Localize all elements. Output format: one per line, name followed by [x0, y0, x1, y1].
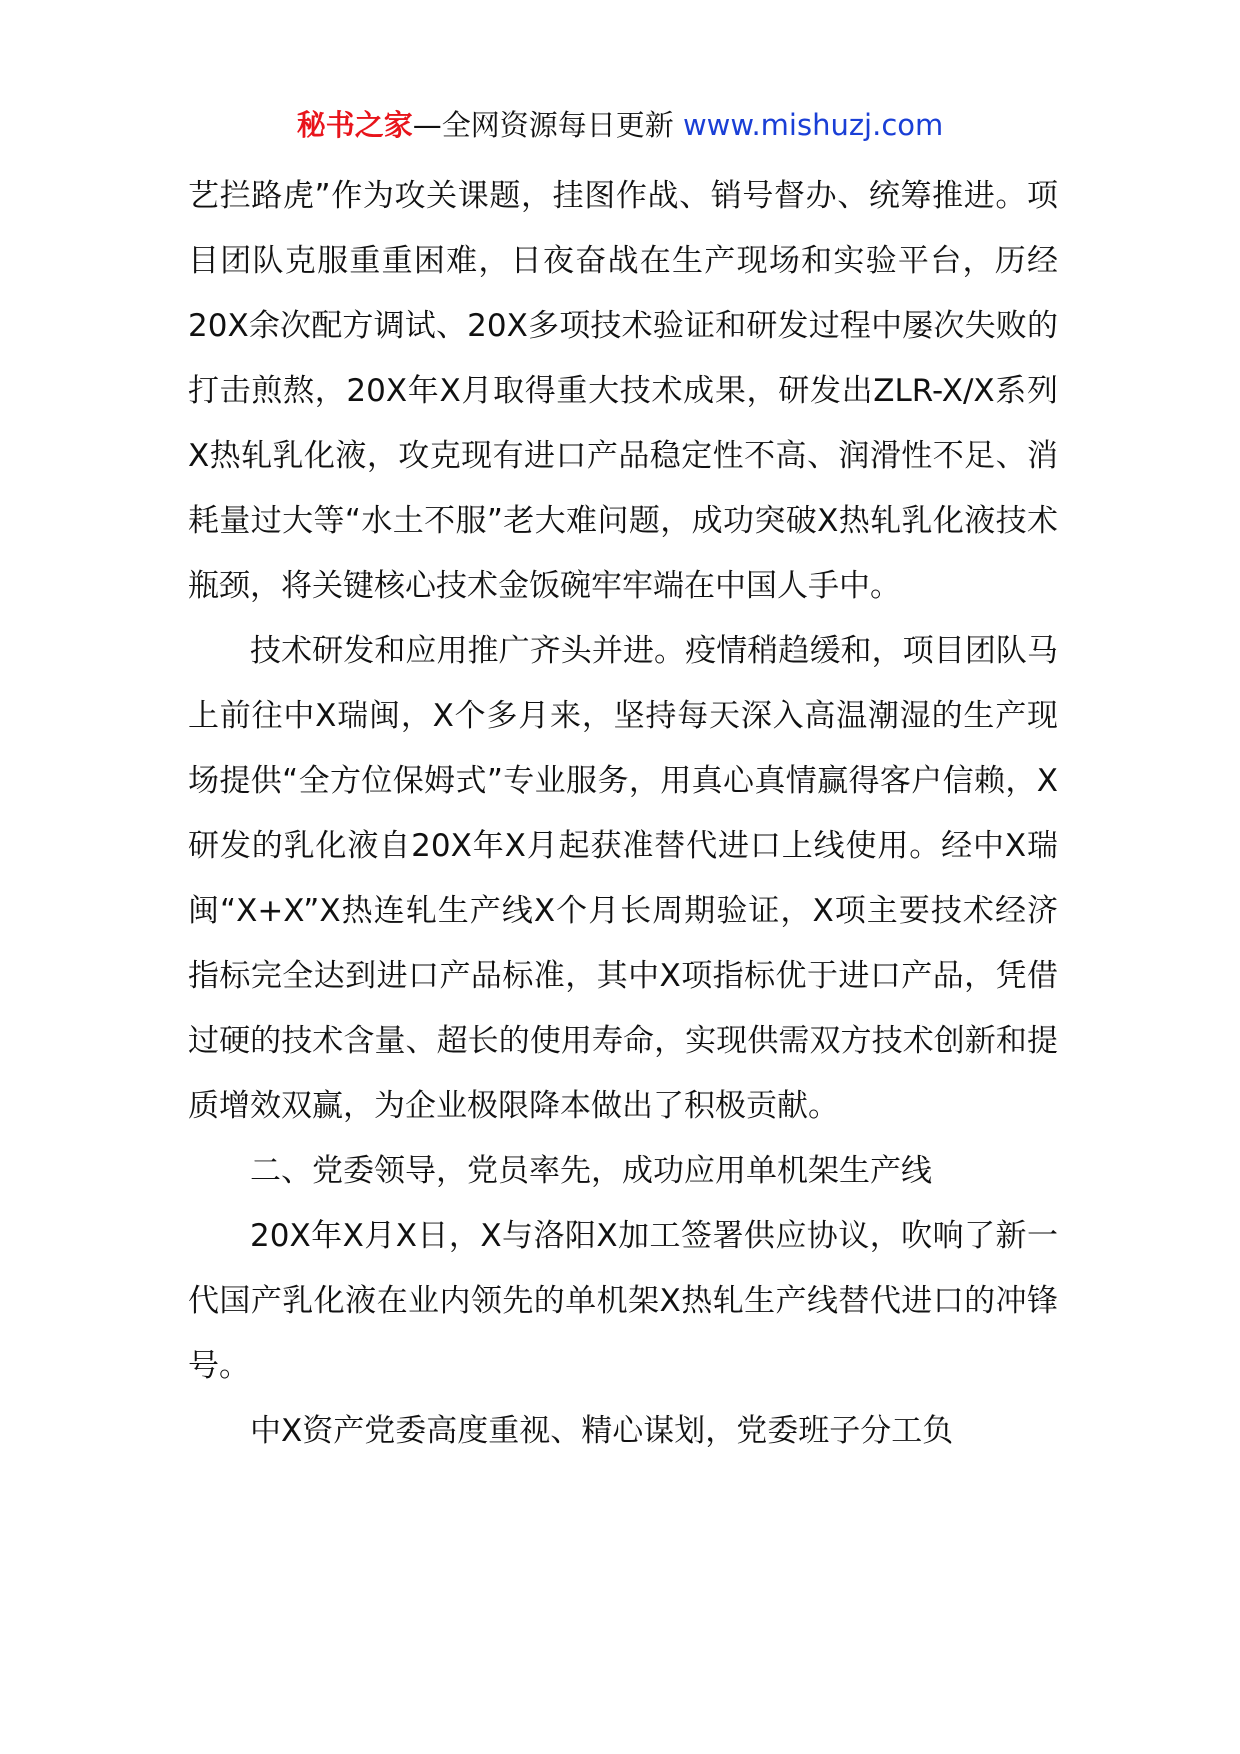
paragraph-supply-agreement: 20X年X月X日，X与洛阳X加工签署供应协议，吹响了新一代国产乳化液在业内领先的单机架X热轧生产线替代进口的冲锋号。 [188, 1218, 1058, 1384]
document-body [188, 164, 1058, 1464]
paragraph-continuation: 艺拦路虎”作为攻关课题，挂图作战、销号督办、统筹推进。项目团队克服重重困难，日夜奋战在生产现场和实验平台，历经20X余次配方调试、20X多项技术验证和研发过程中屡次失败的打击煎熬，20X年X月取得重大技术成果，研发出ZLR-X/X系列X热轧乳化液，攻克现有进口产品稳定性不高、润滑性不足、消耗量过大等“水土不服”老大难问题，成功突破X热轧乳化液技术瓶颈，将关键核心技术金饭碗牢牢端在中国人手中。 [188, 178, 1058, 604]
paragraph-party-committee: 中X资产党委高度重视、精心谋划，党委班子分工负 [250, 1413, 954, 1449]
site-header [0, 100, 1240, 150]
site-url-link[interactable]: www.mishuzj.com [682, 108, 944, 142]
site-tagline: —全网资源每日更新 [412, 108, 674, 142]
site-brand: 秘书之家 [296, 108, 413, 142]
paragraph-tech-promotion: 技术研发和应用推广齐头并进。疫情稍趋缓和，项目团队马上前往中X瑞闽，X个多月来，坚持每天深入高温潮湿的生产现场提供“全方位保姆式”专业服务，用真心真情赢得客户信赖，X研发的乳化液自20X年X月起获准替代进口上线使用。经中X瑞闽“X+X”X热连轧生产线X个月长周期验证，X项主要技术经济指标完全达到进口产品标准，其中X项指标优于进口产品，凭借过硬的技术含量、超长的使用寿命，实现供需双方技术创新和提质增效双赢，为企业极限降本做出了积极贡献。 [188, 633, 1058, 1124]
section-heading-2: 二、党委领导，党员率先，成功应用单机架生产线 [250, 1153, 932, 1189]
